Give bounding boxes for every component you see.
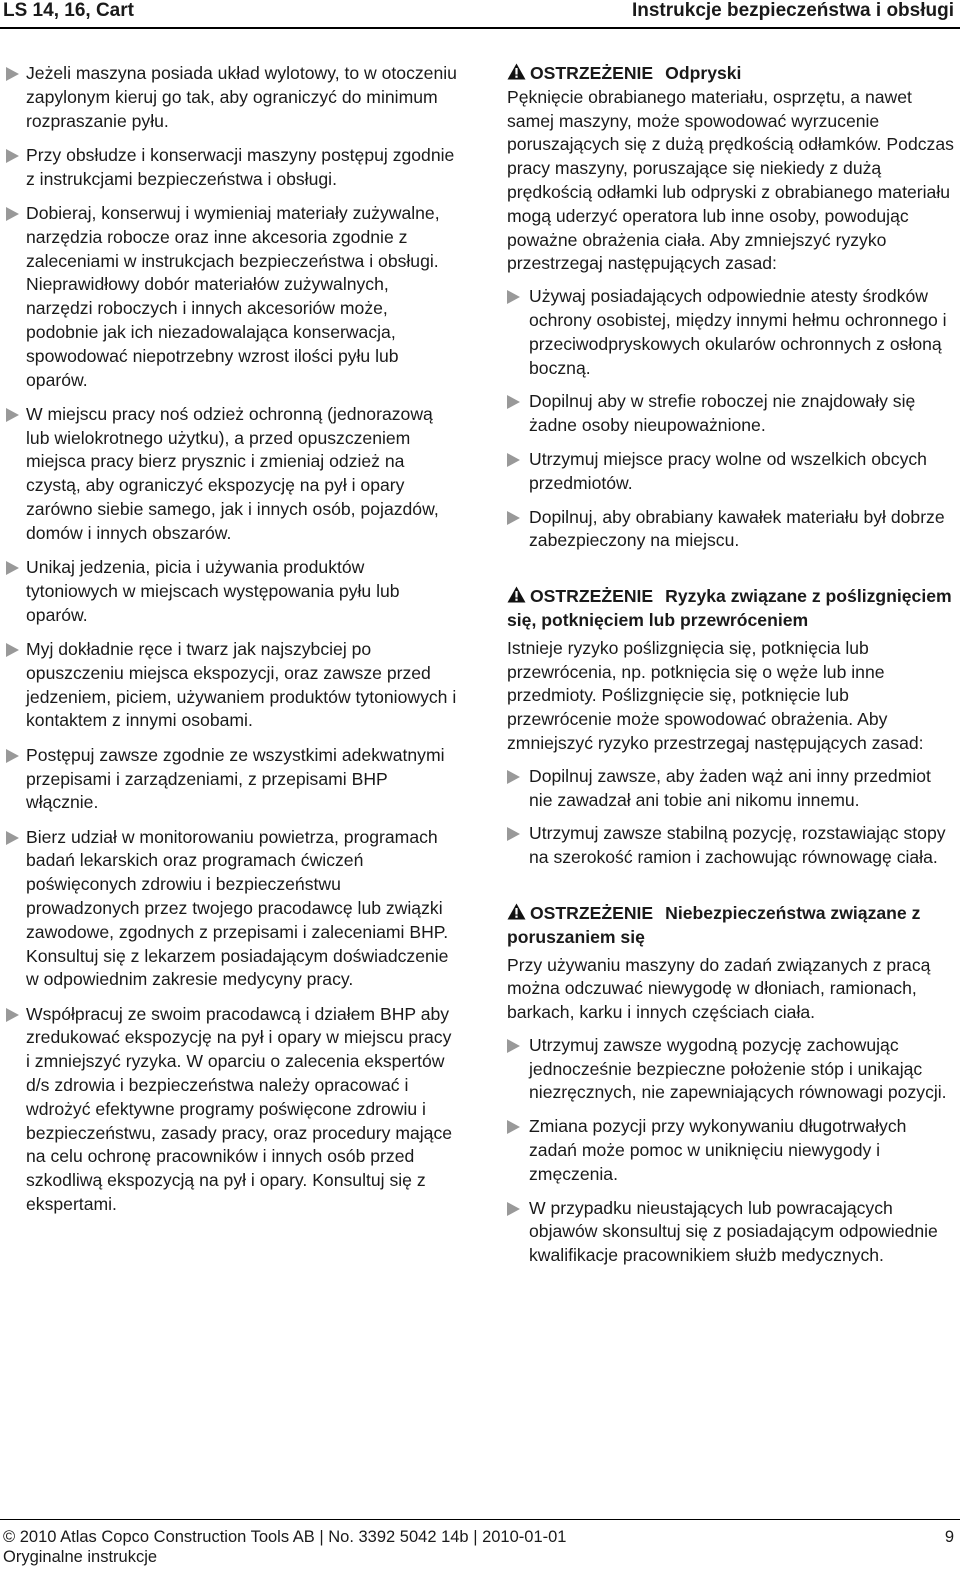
triangle-right-icon	[6, 561, 19, 575]
warning-section-motion	[507, 902, 957, 1268]
warning-section-slips	[507, 585, 957, 870]
warning-title: Odpryski	[665, 63, 742, 83]
list-item: Dobieraj, konserwuj i wymieniaj materiały zużywalne, narzędzia robocze oraz inne akcesoria zgodnie z zaleceniami w instrukcjach bezpieczeństwa i obsługi. Nieprawidłowy dobór materiałów zużywalnych, narzędzi roboczych i innych akcesoriów może, podobnie jak ich niezadowalająca konserwacja, spowodować niepotrzebny wzrost ilości pyłu lub oparów.	[6, 202, 458, 392]
warning-label: OSTRZEŻENIE	[530, 63, 654, 83]
list-item: Postępuj zawsze zgodnie ze wszystkimi adekwatnymi przepisami i zarządzeniami, z przepisami BHP włącznie.	[6, 744, 458, 815]
left-column	[6, 62, 458, 1227]
triangle-right-icon	[6, 749, 19, 763]
warning-label: OSTRZEŻENIE	[530, 586, 654, 607]
list-item: Dopilnuj zawsze, aby żaden wąż ani inny przedmiot nie zawadzał ani tobie ani nikomu innemu.	[507, 765, 957, 813]
warning-label: OSTRZEŻENIE	[530, 902, 654, 923]
triangle-right-icon	[6, 408, 19, 422]
warning-heading	[507, 62, 957, 86]
warning-triangle-icon	[507, 63, 526, 80]
triangle-right-icon	[507, 290, 520, 304]
footer-rule	[0, 1519, 960, 1520]
warning-section-projectiles	[507, 62, 957, 553]
list-item: Dopilnuj aby w strefie roboczej nie znajdowały się żadne osoby nieupoważnione.	[507, 390, 957, 438]
triangle-right-icon	[6, 67, 19, 81]
list-item: Unikaj jedzenia, picia i używania produktów tytoniowych w miejscach występowania pyłu lub oparów.	[6, 556, 458, 627]
triangle-right-icon	[507, 770, 520, 784]
list-item: W miejscu pracy noś odzież ochronną (jednorazową lub wielokrotnego użytku), a przed opuszczeniem miejsca pracy bierz prysznic i zmieniaj odzież na czystą, aby ograniczyć ekspozycję na pył i opary zarówno siebie samego, jak i innych osób, pojazdów, domów i innych obszarów.	[6, 403, 458, 546]
warning-triangle-icon	[507, 903, 526, 920]
list-item: Jeżeli maszyna posiada układ wylotowy, to w otoczeniu zapylonym kieruj go tak, aby ograniczyć do minimum rozpraszanie pyłu.	[6, 62, 458, 133]
header-rule	[0, 27, 960, 29]
triangle-right-icon	[6, 149, 19, 163]
triangle-right-icon	[507, 1120, 520, 1134]
page-number: 9	[944, 1528, 954, 1546]
triangle-right-icon	[507, 395, 520, 409]
page-header	[0, 0, 960, 30]
warning-heading	[507, 902, 957, 950]
footer-original-note: Oryginalne instrukcje	[3, 1548, 158, 1566]
list-item: Dopilnuj, aby obrabiany kawałek materiału był dobrze zabezpieczony na miejscu.	[507, 506, 957, 554]
warning-body: Przy używaniu maszyny do zadań związanych z pracą można odczuwać niewygodę w dłoniach, ramionach, barkach, karku i innych częściach ciała.	[507, 954, 931, 1023]
list-item: Używaj posiadających odpowiednie atesty środków ochrony osobistej, między innymi hełmu ochronnego i przeciwodpryskowych okularów ochronnych z osłoną boczną.	[507, 285, 957, 380]
triangle-right-icon	[6, 207, 19, 221]
triangle-right-icon	[507, 511, 520, 525]
triangle-right-icon	[507, 1039, 520, 1053]
list-item: Utrzymuj zawsze wygodną pozycję zachowując jednocześnie bezpieczne położenie stóp i unikając niezręcznych, nie zapewniających równowagi pozycji.	[507, 1034, 957, 1105]
warning-title: Niebezpieczeństwa związane z poruszaniem się	[507, 902, 921, 947]
right-column	[507, 62, 957, 1278]
section-gap	[507, 563, 957, 585]
warning-triangle-icon	[507, 586, 526, 603]
footer-copyright: © 2010 Atlas Copco Construction Tools AB | No. 3392 5042 14b | 2010-01-01	[3, 1528, 567, 1546]
warning-body: Pęknięcie obrabianego materiału, osprzętu, a nawet samej maszyny, może spowodować wyrzucenie poruszających się z dużą prędkością odłamków. Podczas pracy maszyny, poruszające się niekiedy z dużą prędkością odłamki lub odpryski z obrabianego materiału mogą uderzyć operatora lub inne osoby, powodując poważne obrażenia ciała. Aby zmniejszyć ryzyko przestrzegaj następujących zasad:	[507, 86, 954, 274]
triangle-right-icon	[507, 1202, 520, 1216]
list-item: Utrzymuj miejsce pracy wolne od wszelkich obcych przedmiotów.	[507, 448, 957, 496]
list-item: Zmiana pozycji przy wykonywaniu długotrwałych zadań może pomoc w uniknięciu niewygody i zmęczenia.	[507, 1115, 957, 1186]
list-item: Utrzymuj zawsze stabilną pozycję, rozstawiając stopy na szerokość ramion i zachowując równowagę ciała.	[507, 822, 957, 870]
list-item: Przy obsłudze i konserwacji maszyny postępuj zgodnie z instrukcjami bezpieczeństwa i obsługi.	[6, 144, 458, 192]
warning-heading	[507, 585, 957, 633]
header-section-title: Instrukcje bezpieczeństwa i obsługi	[631, 0, 954, 21]
triangle-right-icon	[6, 831, 19, 845]
warning-title: Ryzyka związane z poślizgnięciem się, potknięciem lub przewróceniem	[507, 586, 952, 630]
list-item: Współpracuj ze swoim pracodawcą i działem BHP aby zredukować ekspozycję na pył i opary w miejscu pracy i zmniejszyć ryzyka. W oparciu o zalecenia ekspertów d/s zdrowia i bezpieczeństwa należy opracować i wdrożyć efektywne programy poświęcone zdrowiu i bezpieczeństwu, zasady pracy, oraz procedury mające na celu ochronę pracowników i innych osób przed szkodliwą ekspozycją na pył i opary. Konsultuj się z ekspertami.	[6, 1003, 458, 1217]
warning-body: Istnieje ryzyko poślizgnięcia się, potknięcia lub przewrócenia, np. potknięcia się o węże lub inne przedmioty. Poślizgnięcie się, potknięcie lub przewrócenie może spowodować obrażenia. Aby zmniejszyć ryzyko przestrzegaj następujących zasad:	[507, 637, 924, 753]
list-item: Myj dokładnie ręce i twarz jak najszybciej po opuszczeniu miejsca ekspozycji, oraz zawsze przed jedzeniem, piciem, używaniem produktów tytoniowych i kontaktem z innymi osobami.	[6, 638, 458, 733]
triangle-right-icon	[6, 643, 19, 657]
triangle-right-icon	[507, 827, 520, 841]
section-gap	[507, 880, 957, 902]
triangle-right-icon	[507, 453, 520, 467]
header-model: LS 14, 16, Cart	[3, 0, 134, 21]
list-item: W przypadku nieustających lub powracających objawów skonsultuj się z posiadającym odpowiednie kwalifikacje pracownikiem służb medycznych.	[507, 1197, 957, 1268]
triangle-right-icon	[6, 1008, 19, 1022]
list-item: Bierz udział w monitorowaniu powietrza, programach badań lekarskich oraz programach ćwiczeń poświęconych zdrowiu i bezpieczeństwu prowadzonych przez twojego pracodawcę lub związki zawodowe, zgodnych z przepisami i zaleceniami BHP. Konsultuj się z lekarzem posiadającym doświadczenie w odpowiednim zakresie medycyny pracy.	[6, 826, 458, 993]
